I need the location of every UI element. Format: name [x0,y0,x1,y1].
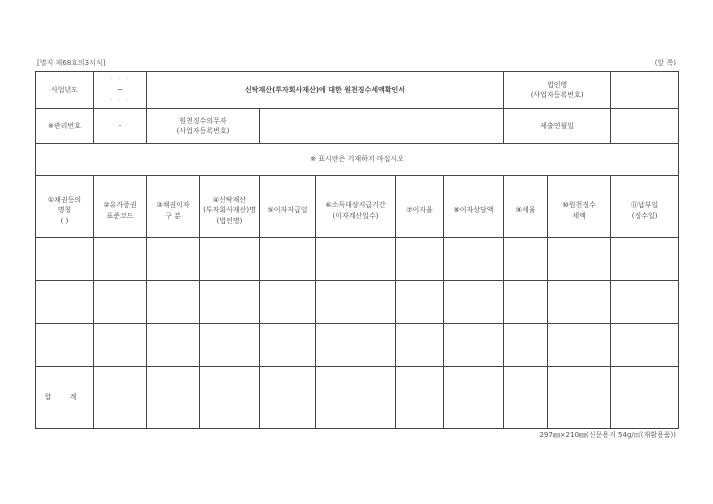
table-cell[interactable] [200,281,260,324]
col-header-payment-day: ⑪납부일 (징수일) [611,176,679,238]
table-cell[interactable] [147,324,200,367]
note-text: ※ 표시란은 기재하지 마십시오 [36,144,679,176]
table-cell[interactable] [504,238,548,281]
table-cell[interactable] [504,281,548,324]
form-number: [별지 제68호의3서식] [37,59,106,67]
table-cell[interactable] [611,324,679,367]
table-cell[interactable] [548,281,611,324]
table-cell[interactable] [147,281,200,324]
corp-name-value[interactable] [611,72,679,109]
mgmt-no-value[interactable]: - [94,109,147,144]
table-cell[interactable] [260,367,316,429]
table-cell[interactable] [94,238,147,281]
total-row [36,367,679,429]
page-side-label: (앞 쪽) [654,59,676,67]
table-cell[interactable] [260,281,316,324]
business-year-label: 사업년도 [36,72,94,109]
col-header-trust-name: ④신탁재산 (투자회사재산)명 (법인명) [200,176,260,238]
form-title: 신탁재산(투자회사재산)에 대한 원천징수세액확인서 [147,72,504,109]
table-cell[interactable] [504,324,548,367]
table-row [36,238,679,281]
paper-spec-footer: 297㎜×210㎜(신문용지 54g/㎡(재활용품)) [539,431,676,439]
table-cell[interactable] [444,238,504,281]
table-row [36,281,679,324]
table-cell[interactable] [200,238,260,281]
table-cell[interactable] [94,281,147,324]
col-header-tax-rate: ⑨세율 [504,176,548,238]
table-cell[interactable] [611,281,679,324]
table-cell[interactable] [396,281,444,324]
withholding-tax-form-table [35,71,679,429]
table-cell[interactable] [260,238,316,281]
col-header-payment-date: ⑤이자지급일 [260,176,316,238]
submit-date-value[interactable] [611,109,679,144]
business-year-range: ~ [117,85,123,94]
corp-name-label-line1: 법인명 [546,80,568,89]
withholder-label-line2: (사업자등록번호) [176,127,230,135]
table-cell[interactable] [260,324,316,367]
corp-name-label [504,72,611,109]
table-cell[interactable] [316,324,396,367]
table-cell[interactable] [548,324,611,367]
header-row-2 [36,109,679,144]
note-row [36,144,679,176]
corp-name-label-line2: (사업자등록번호) [530,91,584,99]
table-cell[interactable] [316,367,396,429]
table-row [36,324,679,367]
withholder-value[interactable] [260,109,504,144]
table-cell[interactable] [36,324,94,367]
table-cell[interactable] [444,281,504,324]
table-cell[interactable] [396,324,444,367]
table-cell[interactable] [316,238,396,281]
table-cell[interactable] [396,238,444,281]
table-cell[interactable] [548,238,611,281]
mgmt-no-label: ※관리번호 [36,109,94,144]
withholder-label [147,109,260,144]
table-cell[interactable] [36,238,94,281]
withholder-label-line1: 원천징수의무자 [179,116,227,125]
table-cell[interactable] [36,281,94,324]
table-cell[interactable] [444,367,504,429]
table-cell[interactable] [147,238,200,281]
col-header-bond-name: ①채권등의 명칭 ( ) [36,176,94,238]
total-label: 합 계 [36,367,94,429]
table-cell[interactable] [147,367,200,429]
table-cell[interactable] [611,238,679,281]
table-cell[interactable] [200,324,260,367]
table-cell[interactable] [200,367,260,429]
col-header-interest-rate: ⑦이자율 [396,176,444,238]
table-cell[interactable] [548,367,611,429]
header-row-1 [36,72,679,109]
year-dots-top: · · · [110,76,130,84]
table-cell[interactable] [94,324,147,367]
year-dots-bottom: · · · [110,97,130,105]
column-header-row [36,176,679,238]
submit-date-label: 제출연월일 [504,109,611,144]
table-cell[interactable] [504,367,548,429]
col-header-security-code: ②유가증권 표준코드 [94,176,147,238]
table-cell[interactable] [396,367,444,429]
table-cell[interactable] [611,367,679,429]
col-header-withholding-tax: ⑩원천징수 세액 [548,176,611,238]
col-header-interest-amount: ⑧이자상당액 [444,176,504,238]
table-cell[interactable] [316,281,396,324]
col-header-income-period: ⑥소득대상지급기간 (이자계산일수) [316,176,396,238]
business-year-value[interactable] [94,72,147,109]
table-cell[interactable] [94,367,147,429]
col-header-interest-type: ③채권이자 구 분 [147,176,200,238]
table-cell[interactable] [444,324,504,367]
